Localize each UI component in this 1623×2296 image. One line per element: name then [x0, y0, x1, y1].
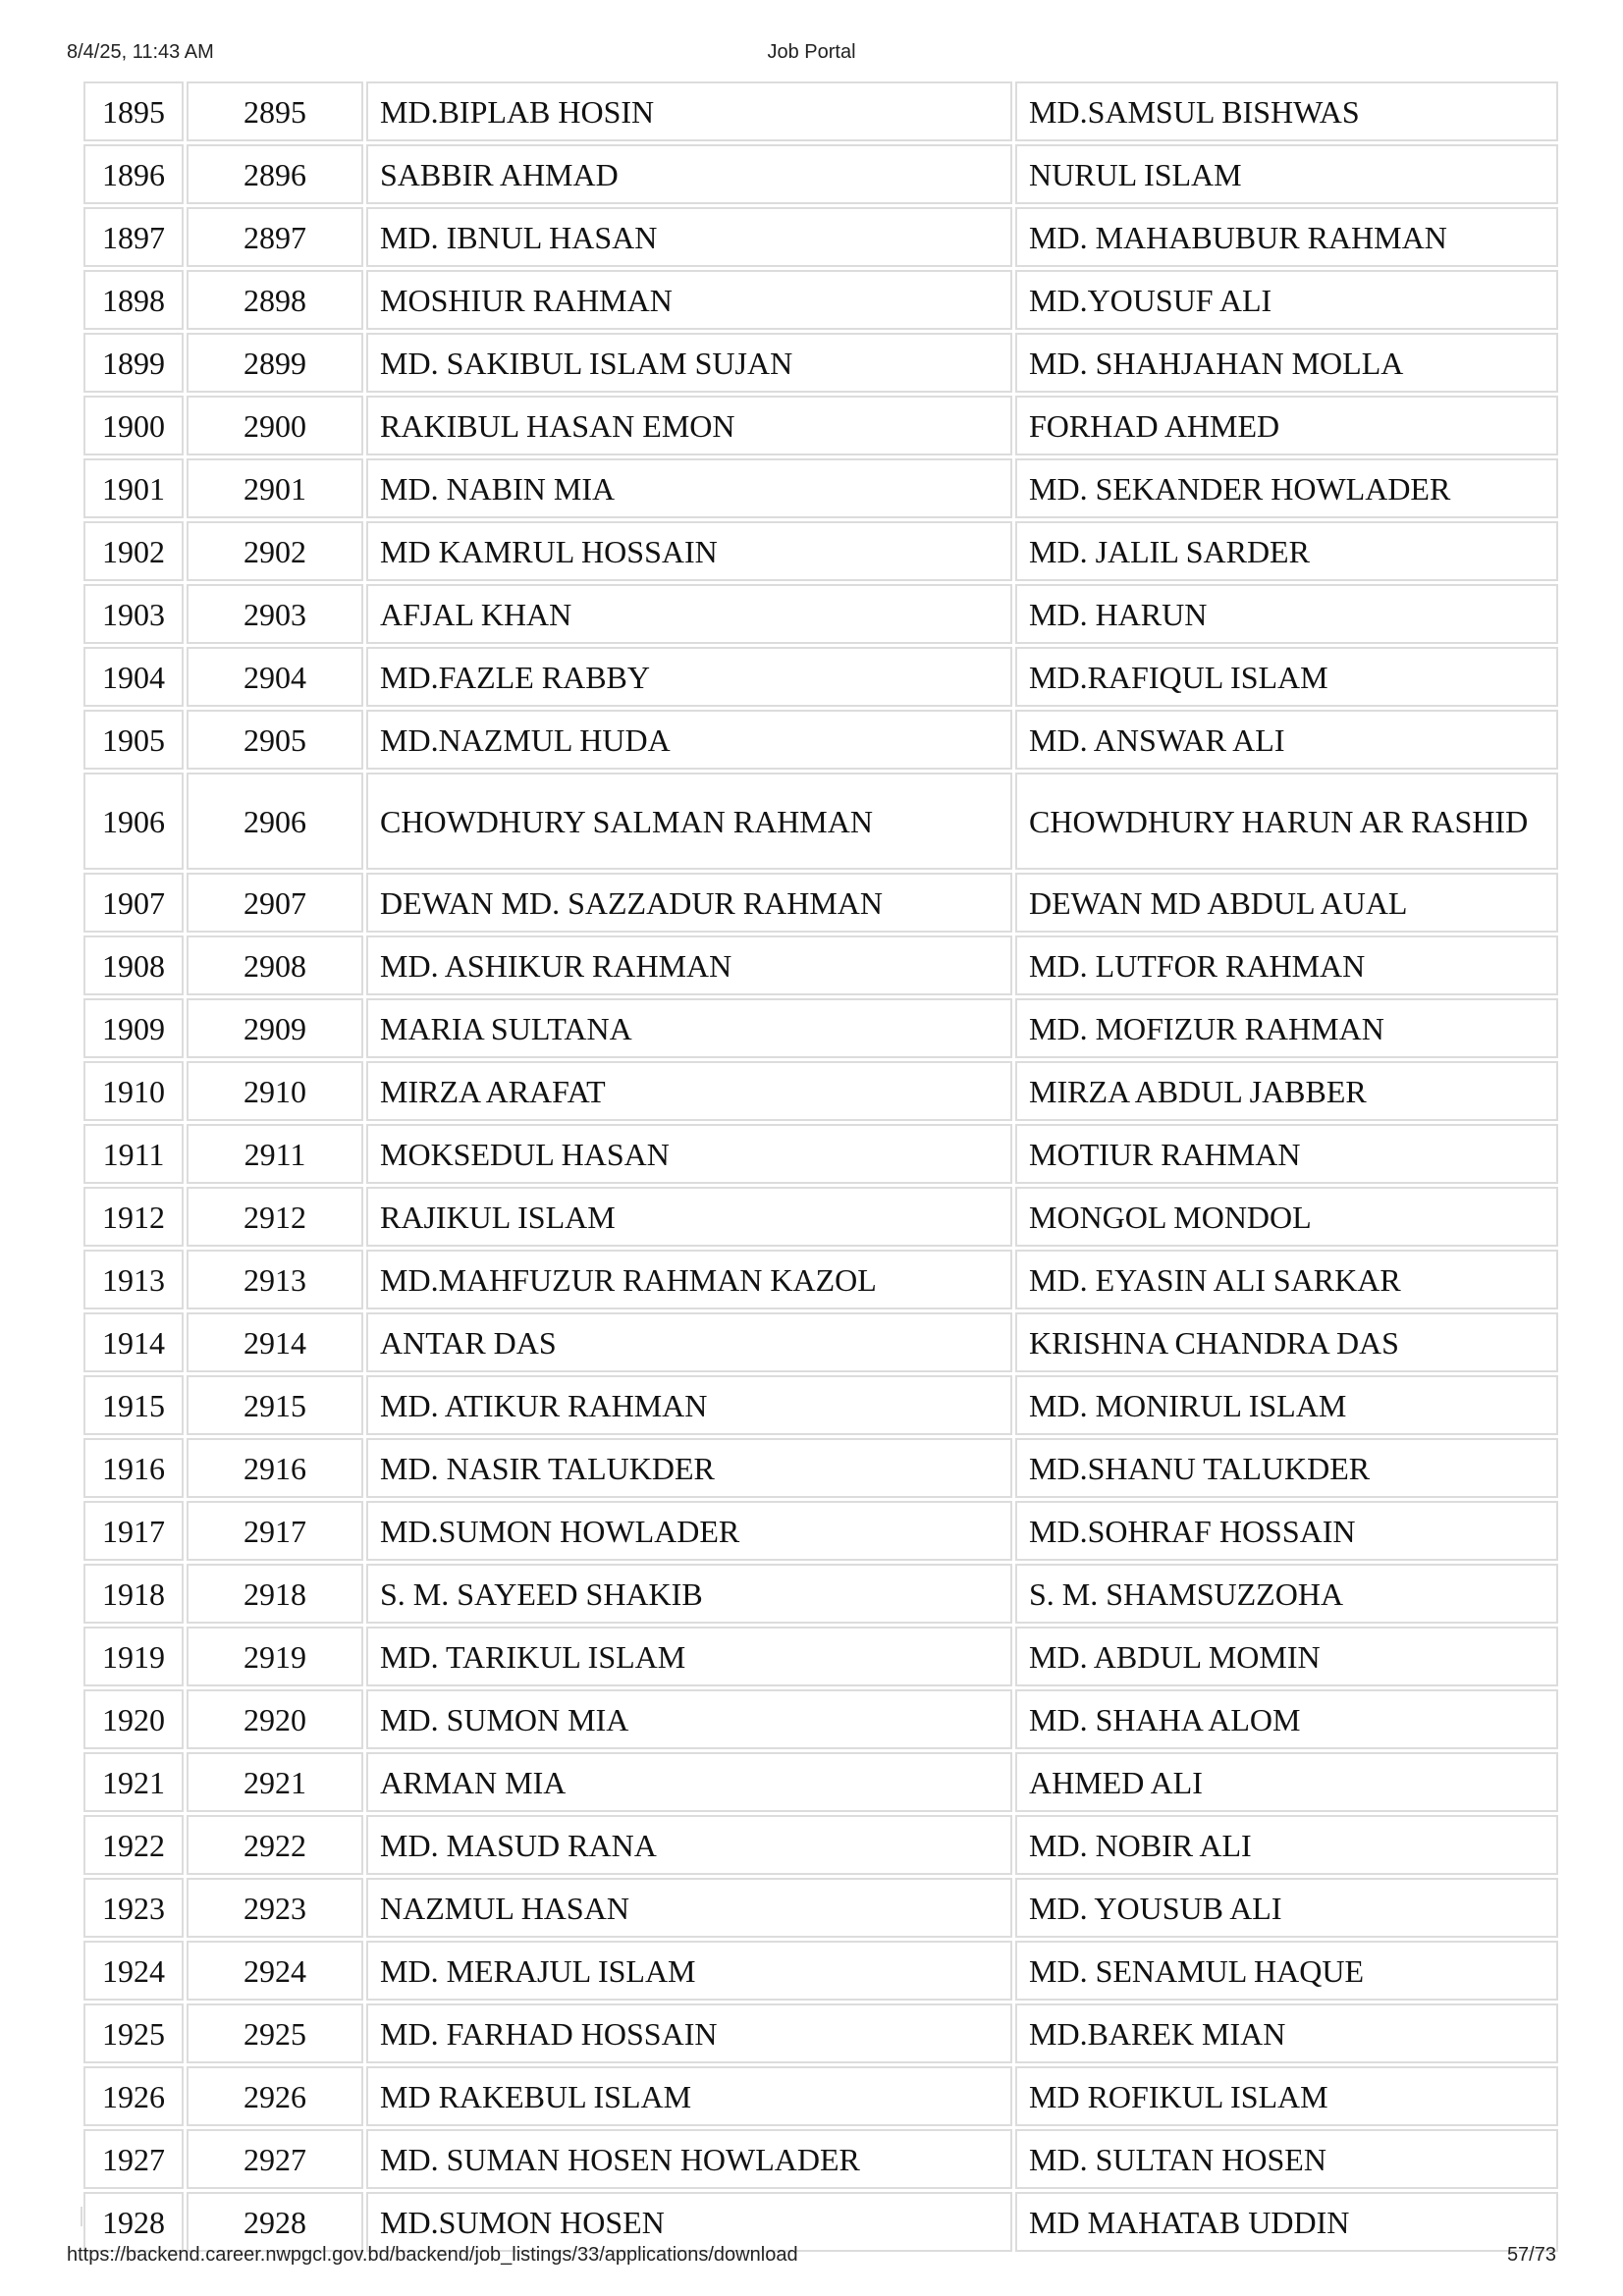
roll-cell: 2917: [187, 1501, 363, 1561]
table-row: [83, 1375, 1558, 1435]
serial-cell: 1900: [83, 396, 184, 455]
applicant-name-cell: RAKIBUL HASAN EMON: [366, 396, 1012, 455]
applicant-name-cell: MD.SUMON HOSEN: [366, 2192, 1012, 2252]
table-row: [83, 2003, 1558, 2063]
father-name-cell: MD. MOFIZUR RAHMAN: [1015, 998, 1558, 1058]
father-name-cell: MD MAHATAB UDDIN: [1015, 2192, 1558, 2252]
table-row: [83, 396, 1558, 455]
footer-url: https://backend.career.nwpgcl.gov.bd/backend/job_listings/33/applications/download: [67, 2244, 798, 2266]
serial-cell: 1923: [83, 1878, 184, 1938]
table-row: [83, 1501, 1558, 1561]
table-row: [83, 207, 1558, 267]
serial-cell: 1908: [83, 935, 184, 995]
table-row: [83, 935, 1558, 995]
applicant-name-cell: MD.FAZLE RABBY: [366, 647, 1012, 707]
roll-cell: 2896: [187, 144, 363, 204]
father-name-cell: MD. HARUN: [1015, 584, 1558, 644]
roll-cell: 2899: [187, 333, 363, 393]
roll-cell: 2895: [187, 81, 363, 141]
father-name-cell: CHOWDHURY HARUN AR RASHID: [1015, 773, 1558, 870]
roll-cell: 2909: [187, 998, 363, 1058]
applicant-name-cell: MD. FARHAD HOSSAIN: [366, 2003, 1012, 2063]
father-name-cell: AHMED ALI: [1015, 1752, 1558, 1812]
table-row: [83, 584, 1558, 644]
serial-cell: 1920: [83, 1689, 184, 1749]
applicant-name-cell: MD. NASIR TALUKDER: [366, 1438, 1012, 1498]
applicant-name-cell: MD.BIPLAB HOSIN: [366, 81, 1012, 141]
table-row: [83, 2066, 1558, 2126]
table-row: [83, 1627, 1558, 1686]
applicant-name-cell: MOSHIUR RAHMAN: [366, 270, 1012, 330]
page-number: 57/73: [1506, 2244, 1556, 2266]
roll-cell: 2912: [187, 1187, 363, 1247]
father-name-cell: MD. ABDUL MOMIN: [1015, 1627, 1558, 1686]
roll-cell: 2904: [187, 647, 363, 707]
father-name-cell: FORHAD AHMED: [1015, 396, 1558, 455]
roll-cell: 2928: [187, 2192, 363, 2252]
applicant-name-cell: MD. SUMON MIA: [366, 1689, 1012, 1749]
serial-cell: 1905: [83, 710, 184, 770]
table-continuation-border: [81, 2207, 85, 2226]
serial-cell: 1899: [83, 333, 184, 393]
serial-cell: 1922: [83, 1815, 184, 1875]
roll-cell: 2910: [187, 1061, 363, 1121]
father-name-cell: MD.YOUSUF ALI: [1015, 270, 1558, 330]
applicant-name-cell: ANTAR DAS: [366, 1312, 1012, 1372]
table-row: [83, 1752, 1558, 1812]
roll-cell: 2923: [187, 1878, 363, 1938]
serial-cell: 1916: [83, 1438, 184, 1498]
serial-cell: 1904: [83, 647, 184, 707]
applicant-name-cell: ARMAN MIA: [366, 1752, 1012, 1812]
roll-cell: 2908: [187, 935, 363, 995]
father-name-cell: NURUL ISLAM: [1015, 144, 1558, 204]
applicant-name-cell: MD. IBNUL HASAN: [366, 207, 1012, 267]
roll-cell: 2920: [187, 1689, 363, 1749]
serial-cell: 1906: [83, 773, 184, 870]
applicant-name-cell: MIRZA ARAFAT: [366, 1061, 1012, 1121]
applicant-name-cell: MD. NABIN MIA: [366, 458, 1012, 518]
table-row: [83, 1061, 1558, 1121]
serial-cell: 1924: [83, 1941, 184, 2001]
serial-cell: 1919: [83, 1627, 184, 1686]
applicant-name-cell: MD. TARIKUL ISLAM: [366, 1627, 1012, 1686]
applicant-name-cell: SABBIR AHMAD: [366, 144, 1012, 204]
table-row: [83, 1438, 1558, 1498]
roll-cell: 2914: [187, 1312, 363, 1372]
roll-cell: 2913: [187, 1250, 363, 1309]
roll-cell: 2919: [187, 1627, 363, 1686]
serial-cell: 1896: [83, 144, 184, 204]
applicant-name-cell: S. M. SAYEED SHAKIB: [366, 1564, 1012, 1624]
father-name-cell: MD. MONIRUL ISLAM: [1015, 1375, 1558, 1435]
serial-cell: 1915: [83, 1375, 184, 1435]
table-row: [83, 1250, 1558, 1309]
applicant-name-cell: MD. SUMAN HOSEN HOWLADER: [366, 2129, 1012, 2189]
applicant-name-cell: DEWAN MD. SAZZADUR RAHMAN: [366, 873, 1012, 933]
roll-cell: 2915: [187, 1375, 363, 1435]
applicant-name-cell: MD.NAZMUL HUDA: [366, 710, 1012, 770]
serial-cell: 1909: [83, 998, 184, 1058]
father-name-cell: MIRZA ABDUL JABBER: [1015, 1061, 1558, 1121]
father-name-cell: MD. SULTAN HOSEN: [1015, 2129, 1558, 2189]
father-name-cell: MD. ANSWAR ALI: [1015, 710, 1558, 770]
serial-cell: 1907: [83, 873, 184, 933]
table-row: [83, 1564, 1558, 1624]
print-header: [67, 41, 1556, 69]
applicant-name-cell: AFJAL KHAN: [366, 584, 1012, 644]
table-row: [83, 773, 1558, 870]
serial-cell: 1913: [83, 1250, 184, 1309]
father-name-cell: MD.RAFIQUL ISLAM: [1015, 647, 1558, 707]
father-name-cell: MD. NOBIR ALI: [1015, 1815, 1558, 1875]
serial-cell: 1895: [83, 81, 184, 141]
father-name-cell: MD.SAMSUL BISHWAS: [1015, 81, 1558, 141]
serial-cell: 1921: [83, 1752, 184, 1812]
roll-cell: 2900: [187, 396, 363, 455]
table-row: [83, 998, 1558, 1058]
applicant-name-cell: MD KAMRUL HOSSAIN: [366, 521, 1012, 581]
table-row: [83, 873, 1558, 933]
applicant-table-body: [83, 81, 1558, 2252]
applicant-name-cell: MD.SUMON HOWLADER: [366, 1501, 1012, 1561]
serial-cell: 1928: [83, 2192, 184, 2252]
father-name-cell: MD. MAHABUBUR RAHMAN: [1015, 207, 1558, 267]
roll-cell: 2902: [187, 521, 363, 581]
serial-cell: 1901: [83, 458, 184, 518]
father-name-cell: MD.SHANU TALUKDER: [1015, 1438, 1558, 1498]
table-row: [83, 2129, 1558, 2189]
roll-cell: 2903: [187, 584, 363, 644]
table-row: [83, 270, 1558, 330]
father-name-cell: MD. SHAHJAHAN MOLLA: [1015, 333, 1558, 393]
applicant-name-cell: MD. MASUD RANA: [366, 1815, 1012, 1875]
serial-cell: 1903: [83, 584, 184, 644]
print-timestamp: 8/4/25, 11:43 AM: [67, 41, 214, 63]
applicant-name-cell: MD RAKEBUL ISLAM: [366, 2066, 1012, 2126]
applicant-name-cell: MOKSEDUL HASAN: [366, 1124, 1012, 1184]
applicant-name-cell: MD.MAHFUZUR RAHMAN KAZOL: [366, 1250, 1012, 1309]
applicant-name-cell: MD. SAKIBUL ISLAM SUJAN: [366, 333, 1012, 393]
roll-cell: 2922: [187, 1815, 363, 1875]
serial-cell: 1927: [83, 2129, 184, 2189]
father-name-cell: MD.SOHRAF HOSSAIN: [1015, 1501, 1558, 1561]
serial-cell: 1912: [83, 1187, 184, 1247]
serial-cell: 1910: [83, 1061, 184, 1121]
applicant-table-container: [81, 79, 1558, 2255]
applicant-name-cell: MD. MERAJUL ISLAM: [366, 1941, 1012, 2001]
table-row: [83, 1312, 1558, 1372]
table-row: [83, 647, 1558, 707]
applicant-name-cell: MD. ASHIKUR RAHMAN: [366, 935, 1012, 995]
table-row: [83, 1815, 1558, 1875]
roll-cell: 2926: [187, 2066, 363, 2126]
father-name-cell: MD. SEKANDER HOWLADER: [1015, 458, 1558, 518]
serial-cell: 1918: [83, 1564, 184, 1624]
father-name-cell: DEWAN MD ABDUL AUAL: [1015, 873, 1558, 933]
father-name-cell: MD. SHAHA ALOM: [1015, 1689, 1558, 1749]
roll-cell: 2924: [187, 1941, 363, 2001]
roll-cell: 2927: [187, 2129, 363, 2189]
roll-cell: 2907: [187, 873, 363, 933]
table-row: [83, 2192, 1558, 2252]
serial-cell: 1897: [83, 207, 184, 267]
table-row: [83, 1878, 1558, 1938]
print-footer: [67, 2244, 1556, 2271]
applicant-table: [81, 79, 1561, 2255]
serial-cell: 1917: [83, 1501, 184, 1561]
roll-cell: 2905: [187, 710, 363, 770]
roll-cell: 2901: [187, 458, 363, 518]
father-name-cell: S. M. SHAMSUZZOHA: [1015, 1564, 1558, 1624]
father-name-cell: KRISHNA CHANDRA DAS: [1015, 1312, 1558, 1372]
serial-cell: 1911: [83, 1124, 184, 1184]
roll-cell: 2911: [187, 1124, 363, 1184]
applicant-name-cell: MD. ATIKUR RAHMAN: [366, 1375, 1012, 1435]
applicant-name-cell: CHOWDHURY SALMAN RAHMAN: [366, 773, 1012, 870]
roll-cell: 2925: [187, 2003, 363, 2063]
serial-cell: 1914: [83, 1312, 184, 1372]
father-name-cell: MD. EYASIN ALI SARKAR: [1015, 1250, 1558, 1309]
table-row: [83, 333, 1558, 393]
table-row: [83, 521, 1558, 581]
table-row: [83, 144, 1558, 204]
roll-cell: 2921: [187, 1752, 363, 1812]
table-row: [83, 81, 1558, 141]
father-name-cell: MONGOL MONDOL: [1015, 1187, 1558, 1247]
serial-cell: 1898: [83, 270, 184, 330]
table-row: [83, 458, 1558, 518]
father-name-cell: MOTIUR RAHMAN: [1015, 1124, 1558, 1184]
father-name-cell: MD. YOUSUB ALI: [1015, 1878, 1558, 1938]
father-name-cell: MD.BAREK MIAN: [1015, 2003, 1558, 2063]
father-name-cell: MD ROFIKUL ISLAM: [1015, 2066, 1558, 2126]
table-row: [83, 1124, 1558, 1184]
applicant-name-cell: NAZMUL HASAN: [366, 1878, 1012, 1938]
table-row: [83, 1941, 1558, 2001]
father-name-cell: MD. SENAMUL HAQUE: [1015, 1941, 1558, 2001]
father-name-cell: MD. LUTFOR RAHMAN: [1015, 935, 1558, 995]
roll-cell: 2918: [187, 1564, 363, 1624]
roll-cell: 2898: [187, 270, 363, 330]
serial-cell: 1925: [83, 2003, 184, 2063]
table-row: [83, 1689, 1558, 1749]
table-row: [83, 710, 1558, 770]
roll-cell: 2916: [187, 1438, 363, 1498]
applicant-name-cell: MARIA SULTANA: [366, 998, 1012, 1058]
table-row: [83, 1187, 1558, 1247]
father-name-cell: MD. JALIL SARDER: [1015, 521, 1558, 581]
applicant-name-cell: RAJIKUL ISLAM: [366, 1187, 1012, 1247]
serial-cell: 1926: [83, 2066, 184, 2126]
page-title: Job Portal: [767, 41, 856, 63]
serial-cell: 1902: [83, 521, 184, 581]
roll-cell: 2906: [187, 773, 363, 870]
roll-cell: 2897: [187, 207, 363, 267]
